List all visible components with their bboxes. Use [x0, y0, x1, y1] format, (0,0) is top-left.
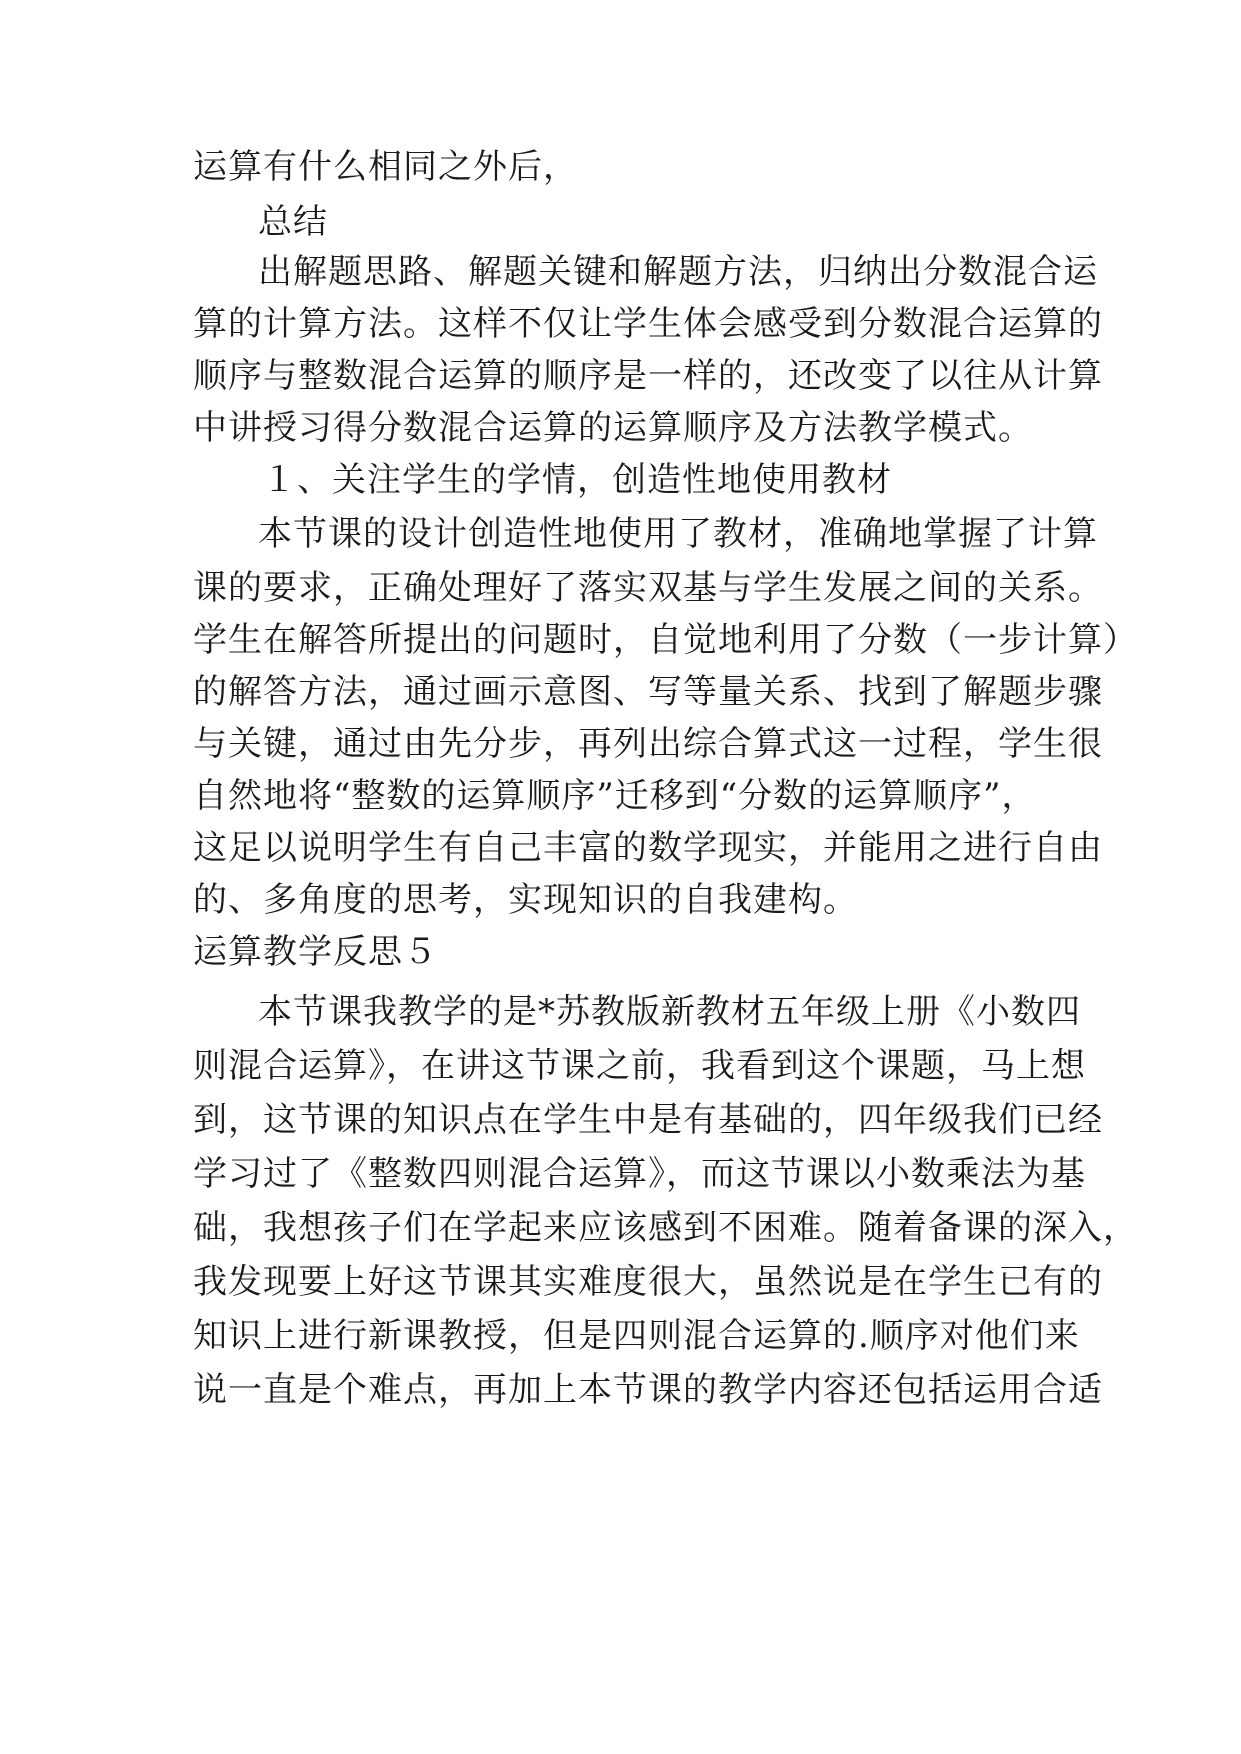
text-line: 的解答方法，通过画示意图、写等量关系、找到了解题步骤	[193, 672, 1103, 712]
text-line: 学生在解答所提出的问题时，自觉地利用了分数（一步计算）	[193, 620, 1138, 660]
text-line: 本节课我教学的是*苏教版新教材五年级上册《小数四	[258, 992, 1081, 1032]
text-line: 算的计算方法。这样不仅让学生体会感受到分数混合运算的	[193, 304, 1103, 344]
text-line: 学习过了《整数四则混合运算》，而这节课以小数乘法为基	[193, 1154, 1086, 1194]
text-line: 知识上进行新课教授，但是四则混合运算的.顺序对他们来	[193, 1316, 1080, 1356]
text-line: 础，我想孩子们在学起来应该感到不困难。随着备课的深入，	[193, 1208, 1138, 1248]
text-line: 与关键，通过由先分步，再列出综合算式这一过程，学生很	[193, 724, 1103, 764]
text-line: 中讲授习得分数混合运算的运算顺序及方法教学模式。	[193, 408, 1033, 448]
text-line: 我发现要上好这节课其实难度很大，虽然说是在学生已有的	[193, 1262, 1103, 1302]
text-line: 的、多角度的思考，实现知识的自我建构。	[193, 880, 858, 920]
text-line: 到，这节课的知识点在学生中是有基础的，四年级我们已经	[193, 1100, 1103, 1140]
text-line: 顺序与整数混合运算的顺序是一样的，还改变了以往从计算	[193, 356, 1103, 396]
section-heading: 总结	[258, 202, 328, 242]
numbered-heading: １、关注学生的学情，创造性地使用教材	[262, 460, 892, 500]
text-line: 运算有什么相同之外后，	[193, 147, 578, 187]
text-line: 这足以说明学生有自己丰富的数学现实，并能用之进行自由	[193, 828, 1103, 868]
text-line: 出解题思路、解题关键和解题方法，归纳出分数混合运	[258, 252, 1098, 292]
section-title: 运算教学反思５	[193, 932, 438, 972]
text-line: 课的要求，正确处理好了落实双基与学生发展之间的关系。	[193, 568, 1103, 608]
text-line: 自然地将“整数的运算顺序”迁移到“分数的运算顺序”，	[193, 776, 1037, 816]
text-line: 则混合运算》，在讲这节课之前，我看到这个课题，马上想	[193, 1046, 1086, 1086]
text-line: 本节课的设计创造性地使用了教材，准确地掌握了计算	[258, 514, 1098, 554]
text-line: 说一直是个难点，再加上本节课的教学内容还包括运用合适	[193, 1370, 1103, 1410]
